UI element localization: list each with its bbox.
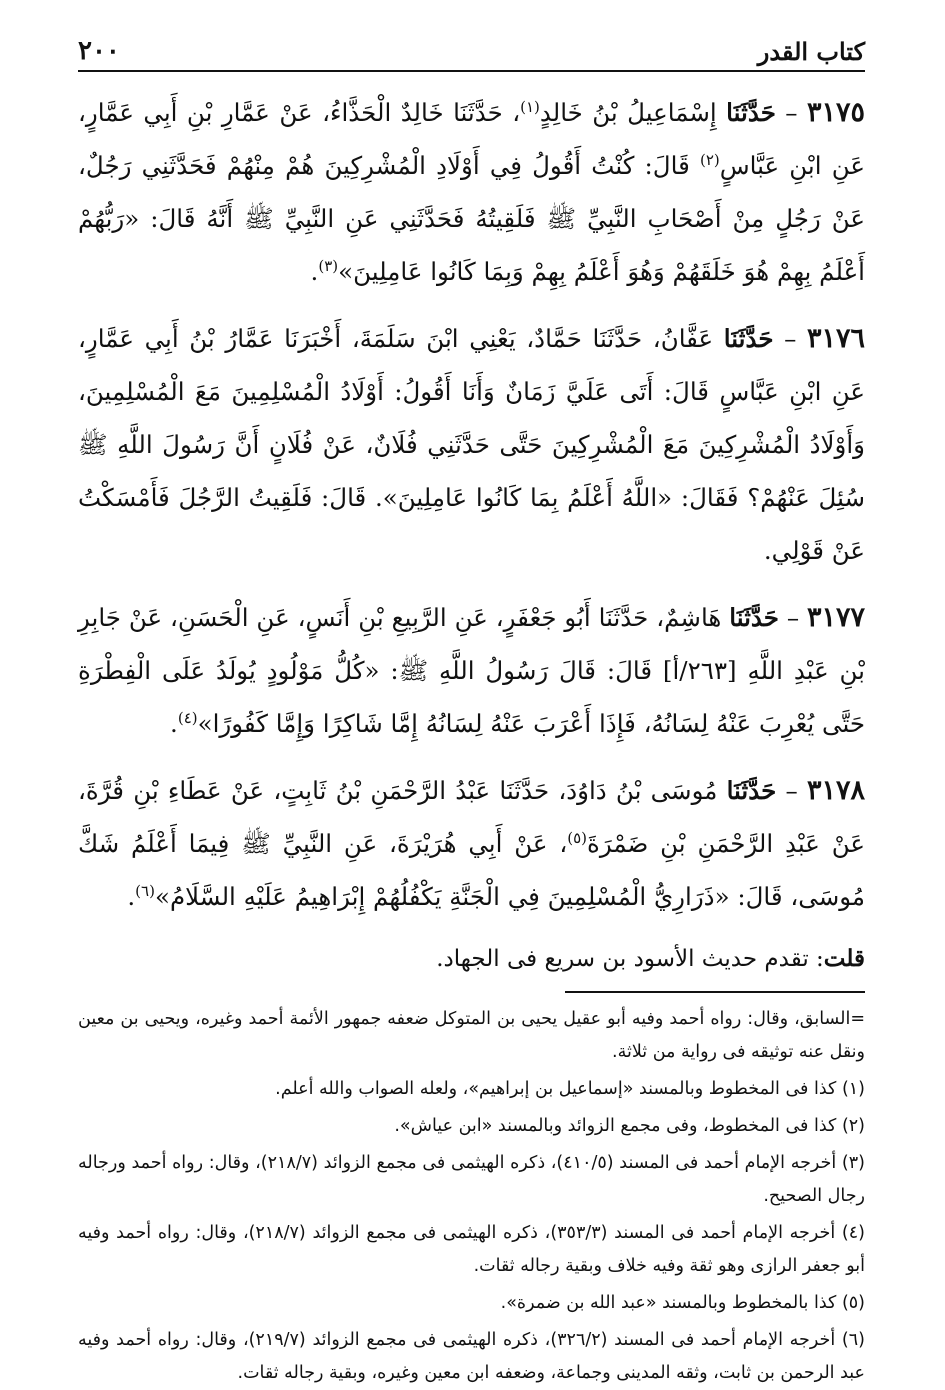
footnote-ref: (١) — [520, 97, 540, 116]
hadith-text: إِسْمَاعِيلُ بْنُ خَالِدٍ — [539, 98, 727, 127]
hadith-text: هَاشِمٌ، حَدَّثَنَا أَبُو جَعْفَرٍ، عَنِ الرَّبِيعِ بْنِ أَنَسٍ، عَنِ الْحَسَنِ، عَنْ جَابِرِ بْنِ عَبْدِ اللَّهِ [٢٦٣/أ] قَالَ: قَالَ رَسُولُ اللَّهِ ﷺ: «كُلُّ مَوْلُودٍ يُولَدُ عَلَى الْفِطْرَةِ حَتَّى يُعْرِبَ عَنْهُ لِسَانُهُ، فَإِذَا أَعْرَبَ عَنْهُ لِسَانُهُ إِمَّا شَاكِرًا وَإِمَّا كَفُورًا» — [78, 603, 866, 738]
footnote-text: =السابق، وقال: رواه أحمد وفيه أبو عقيل يحيى بن المتوكل ضعفه جمهور الأئمة أحمد وغيره، ويحيى بن معين ونقل عنه توثيقه فى رواية من ثلاثة. — [78, 1009, 865, 1062]
hadith-number: ٣١٧٨ — [806, 775, 865, 806]
footnote-ref: (٢) — [699, 150, 720, 169]
hadith-opener: حَدَّثَنَا — [726, 776, 777, 805]
footnote — [78, 1147, 865, 1213]
footnote-separator — [565, 991, 865, 993]
hadith-number: ٣١٧٦ — [806, 323, 865, 354]
hadith-opener: حَدَّثَنَا — [729, 603, 779, 632]
footnote — [78, 1287, 865, 1320]
hadith-text: عَفَّانُ، حَدَّثَنَا حَمَّادٌ، يَعْنِي ابْنَ سَلَمَةَ، أَخْبَرَنَا عَمَّارُ بْنُ أَبِي عَمَّارٍ، عَنِ ابْنِ عَبَّاسٍ قَالَ: أَتَى عَلَيَّ زَمَانٌ وَأَنَا أَقُولُ: أَوْلَادُ الْمُسْلِمِينَ مَعَ الْمُسْلِمِينَ، وَأَوْلَادُ الْمُشْرِكِينَ مَعَ الْمُشْرِكِينَ حَتَّى حَدَّثَنِي فُلَانٌ، عَنْ فُلَانٍ أَنَّ رَسُولَ اللَّهِ ﷺ سُئِلَ عَنْهُمْ؟ فَقَالَ: «اللَّهُ أَعْلَمُ بِمَا كَانُوا عَامِلِينَ». قَالَ: فَلَقِيتُ الرَّجُلَ فَأَمْسَكْتُ عَنْ قَوْلِي. — [78, 324, 865, 565]
editor-note-label: قلت — [823, 945, 865, 972]
page-number: ٢٠٠ — [78, 36, 120, 66]
hadith-opener: حَدَّثَنَا — [726, 98, 776, 127]
editor-note-text: : تقدم حديث الأسود بن سريع فى الجهاد. — [436, 946, 824, 972]
footnote — [78, 1073, 865, 1106]
footnote-text: أخرجه الإمام أحمد فى المسند (٣٥٣/٣)، ذكره الهيثمى فى مجمع الزوائد (٢١٨/٧)، وقال: رواه أحمد وفيه أبو جعفر الرازى وهو ثقة وفيه خلاف وبقية رجاله ثقات. — [78, 1223, 865, 1276]
hadith-list — [78, 86, 865, 923]
footnote-number: (٦) — [841, 1330, 865, 1350]
hadith-paragraph: ٣١٧٨ – حَدَّثَنَا مُوسَى بْنُ دَاوُدَ، حَدَّثَنَا عَبْدُ الرَّحْمَنِ بْنُ ثَابِتٍ، عَنْ عَطَاءِ بْنِ قُرَّةَ، عَنْ عَبْدِ الرَّحْمَنِ بْنِ ضَمْرَةَ$^{(٥)}$، عَنْ أَبِي هُرَيْرَةَ، عَنِ النَّبِيِّ ﷺ فِيمَا أَعْلَمُ شَكَّ مُوسَى، قَالَ: «ذَرَارِيُّ الْمُسْلِمِينَ فِي الْجَنَّةِ يَكْفُلُهُمْ إِبْرَاهِيمُ عَلَيْهِ السَّلَامُ»$^{(٦)}$. — [78, 775, 865, 911]
hadith-number: ٣١٧٧ — [806, 602, 865, 633]
footnote-text: كذا بالمخطوط وبالمسند «عبد الله بن ضمرة». — [500, 1293, 837, 1313]
hadith-text: . — [310, 257, 319, 286]
hadith-text: قَالَ: كُنْتُ أَقُولُ فِي أَوْلَادِ الْمُشْرِكِينَ هُمْ مِنْهُمْ فَحَدَّثَنِي رَجُلٌ، عَنْ رَجُلٍ مِنْ أَصْحَابِ النَّبِيِّ ﷺ فَلَقِيتُهُ فَحَدَّثَنِي عَنِ النَّبِيِّ ﷺ أَنَّهُ قَالَ: «رَبُّهُمْ أَعْلَمُ بِهِمْ هُوَ خَلَقَهُمْ وَهُوَ أَعْلَمُ بِهِمْ وَبِمَا كَانُوا عَامِلِينَ» — [78, 151, 865, 286]
hadith-paragraph: ٣١٧٦ – حَدَّثَنَا عَفَّانُ، حَدَّثَنَا حَمَّادٌ، يَعْنِي ابْنَ سَلَمَةَ، أَخْبَرَنَا عَمَّارُ بْنُ أَبِي عَمَّارٍ، عَنِ ابْنِ عَبَّاسٍ قَالَ: أَتَى عَلَيَّ زَمَانٌ وَأَنَا أَقُولُ: أَوْلَادُ الْمُسْلِمِينَ مَعَ الْمُسْلِمِينَ، وَأَوْلَادُ الْمُشْرِكِينَ مَعَ الْمُشْرِكِينَ حَتَّى حَدَّثَنِي فُلَانٌ، عَنْ فُلَانٍ أَنَّ رَسُولَ اللَّهِ ﷺ سُئِلَ عَنْهُمْ؟ فَقَالَ: «اللَّهُ أَعْلَمُ بِمَا كَانُوا عَامِلِينَ». قَالَ: فَلَقِيتُ الرَّجُلَ فَأَمْسَكْتُ عَنْ قَوْلِي. — [78, 323, 865, 565]
hadith-text: ، عَنْ أَبِي هُرَيْرَةَ، عَنِ النَّبِيِّ ﷺ فِيمَا أَعْلَمُ شَكَّ مُوسَى، قَالَ: «ذَرَارِيُّ الْمُسْلِمِينَ فِي الْجَنَّةِ يَكْفُلُهُمْ إِبْرَاهِيمُ عَلَيْهِ السَّلَامُ» — [78, 829, 865, 911]
hadith-text: . — [127, 882, 136, 911]
footnote-number: (١) — [841, 1079, 865, 1099]
book-page — [78, 28, 866, 1383]
footnote — [78, 1217, 865, 1283]
footnote-ref: (٤) — [177, 708, 198, 727]
footnote-number: (٥) — [841, 1293, 865, 1313]
footnote-number: (٢) — [841, 1116, 865, 1136]
footnote-ref: (٥) — [567, 828, 588, 847]
hadith-paragraph: ٣١٧٥ – حَدَّثَنَا إِسْمَاعِيلُ بْنُ خَالِدٍ$^{(١)}$، حَدَّثَنَا خَالِدٌ الْحَذَّاءُ، عَنْ عَمَّارِ بْنِ أَبِي عَمَّارٍ، عَنِ ابْنِ عَبَّاسٍ$^{(٢)}$ قَالَ: كُنْتُ أَقُولُ فِي أَوْلَادِ الْمُشْرِكِينَ هُمْ مِنْهُمْ فَحَدَّثَنِي رَجُلٌ، عَنْ رَجُلٍ مِنْ أَصْحَابِ النَّبِيِّ ﷺ فَلَقِيتُهُ فَحَدَّثَنِي عَنِ النَّبِيِّ ﷺ أَنَّهُ قَالَ: «رَبُّهُمْ أَعْلَمُ بِهِمْ هُوَ خَلَقَهُمْ وَهُوَ أَعْلَمُ بِهِمْ وَبِمَا كَانُوا عَامِلِينَ»$^{(٣)}$. — [78, 97, 865, 286]
hadith-number: ٣١٧٥ — [806, 97, 865, 128]
editor-note — [78, 937, 865, 981]
footnote-text: كذا فى المخطوط وبالمسند «إسماعيل بن إبراهيم»، ولعله الصواب والله أعلم. — [275, 1079, 837, 1099]
running-title: كتاب القدر — [757, 37, 865, 66]
footnote-text: كذا فى المخطوط، وفى مجمع الزوائد وبالمسند «ابن عياش». — [394, 1116, 837, 1136]
hadith-text: . — [170, 709, 178, 738]
footnote — [78, 1003, 865, 1069]
footnote-ref: (٣) — [318, 256, 339, 275]
footnote-text: أخرجه الإمام أحمد فى المسند (٣٢٦/٢)، ذكره الهيثمى فى مجمع الزوائد (٢١٩/٧)، وقال: رواه أحمد وفيه عبد الرحمن بن ثابت، وثقه المدينى وجماعة، وضعفه ابن معين وغيره، وبقية رجاله ثقات. — [78, 1330, 865, 1383]
hadith-opener: حَدَّثَنَا — [723, 324, 774, 353]
hadith-text: مُوسَى بْنُ دَاوُدَ، حَدَّثَنَا عَبْدُ الرَّحْمَنِ بْنُ ثَابِتٍ، عَنْ عَطَاءِ بْنِ قُرَّةَ، عَنْ عَبْدِ الرَّحْمَنِ بْنِ ضَمْرَةَ — [78, 776, 865, 858]
footnote-number: (٤) — [841, 1223, 865, 1243]
hadith-text: ، حَدَّثَنَا خَالِدٌ الْحَذَّاءُ، عَنْ عَمَّارِ بْنِ أَبِي عَمَّارٍ، عَنِ ابْنِ عَبَّاسٍ — [78, 98, 865, 180]
footnote-ref: (٦) — [135, 881, 155, 900]
footnote — [78, 1110, 865, 1143]
running-header — [78, 28, 865, 72]
footnotes — [78, 1003, 865, 1390]
footnote — [78, 1324, 865, 1390]
footnote-text: أخرجه الإمام أحمد فى المسند (٤١٠/٥)، ذكره الهيثمى فى مجمع الزوائد (٢١٨/٧)، وقال: رواه أحمد ورجاله رجال الصحيح. — [78, 1153, 865, 1206]
footnote-number: (٣) — [841, 1153, 865, 1173]
hadith-paragraph: ٣١٧٧ – حَدَّثَنَا هَاشِمٌ، حَدَّثَنَا أَبُو جَعْفَرٍ، عَنِ الرَّبِيعِ بْنِ أَنَسٍ، عَنِ الْحَسَنِ، عَنْ جَابِرِ بْنِ عَبْدِ اللَّهِ [٢٦٣/أ] قَالَ: قَالَ رَسُولُ اللَّهِ ﷺ: «كُلُّ مَوْلُودٍ يُولَدُ عَلَى الْفِطْرَةِ حَتَّى يُعْرِبَ عَنْهُ لِسَانُهُ، فَإِذَا أَعْرَبَ عَنْهُ لِسَانُهُ إِمَّا شَاكِرًا وَإِمَّا كَفُورًا»$^{(٤)}$. — [78, 602, 866, 738]
